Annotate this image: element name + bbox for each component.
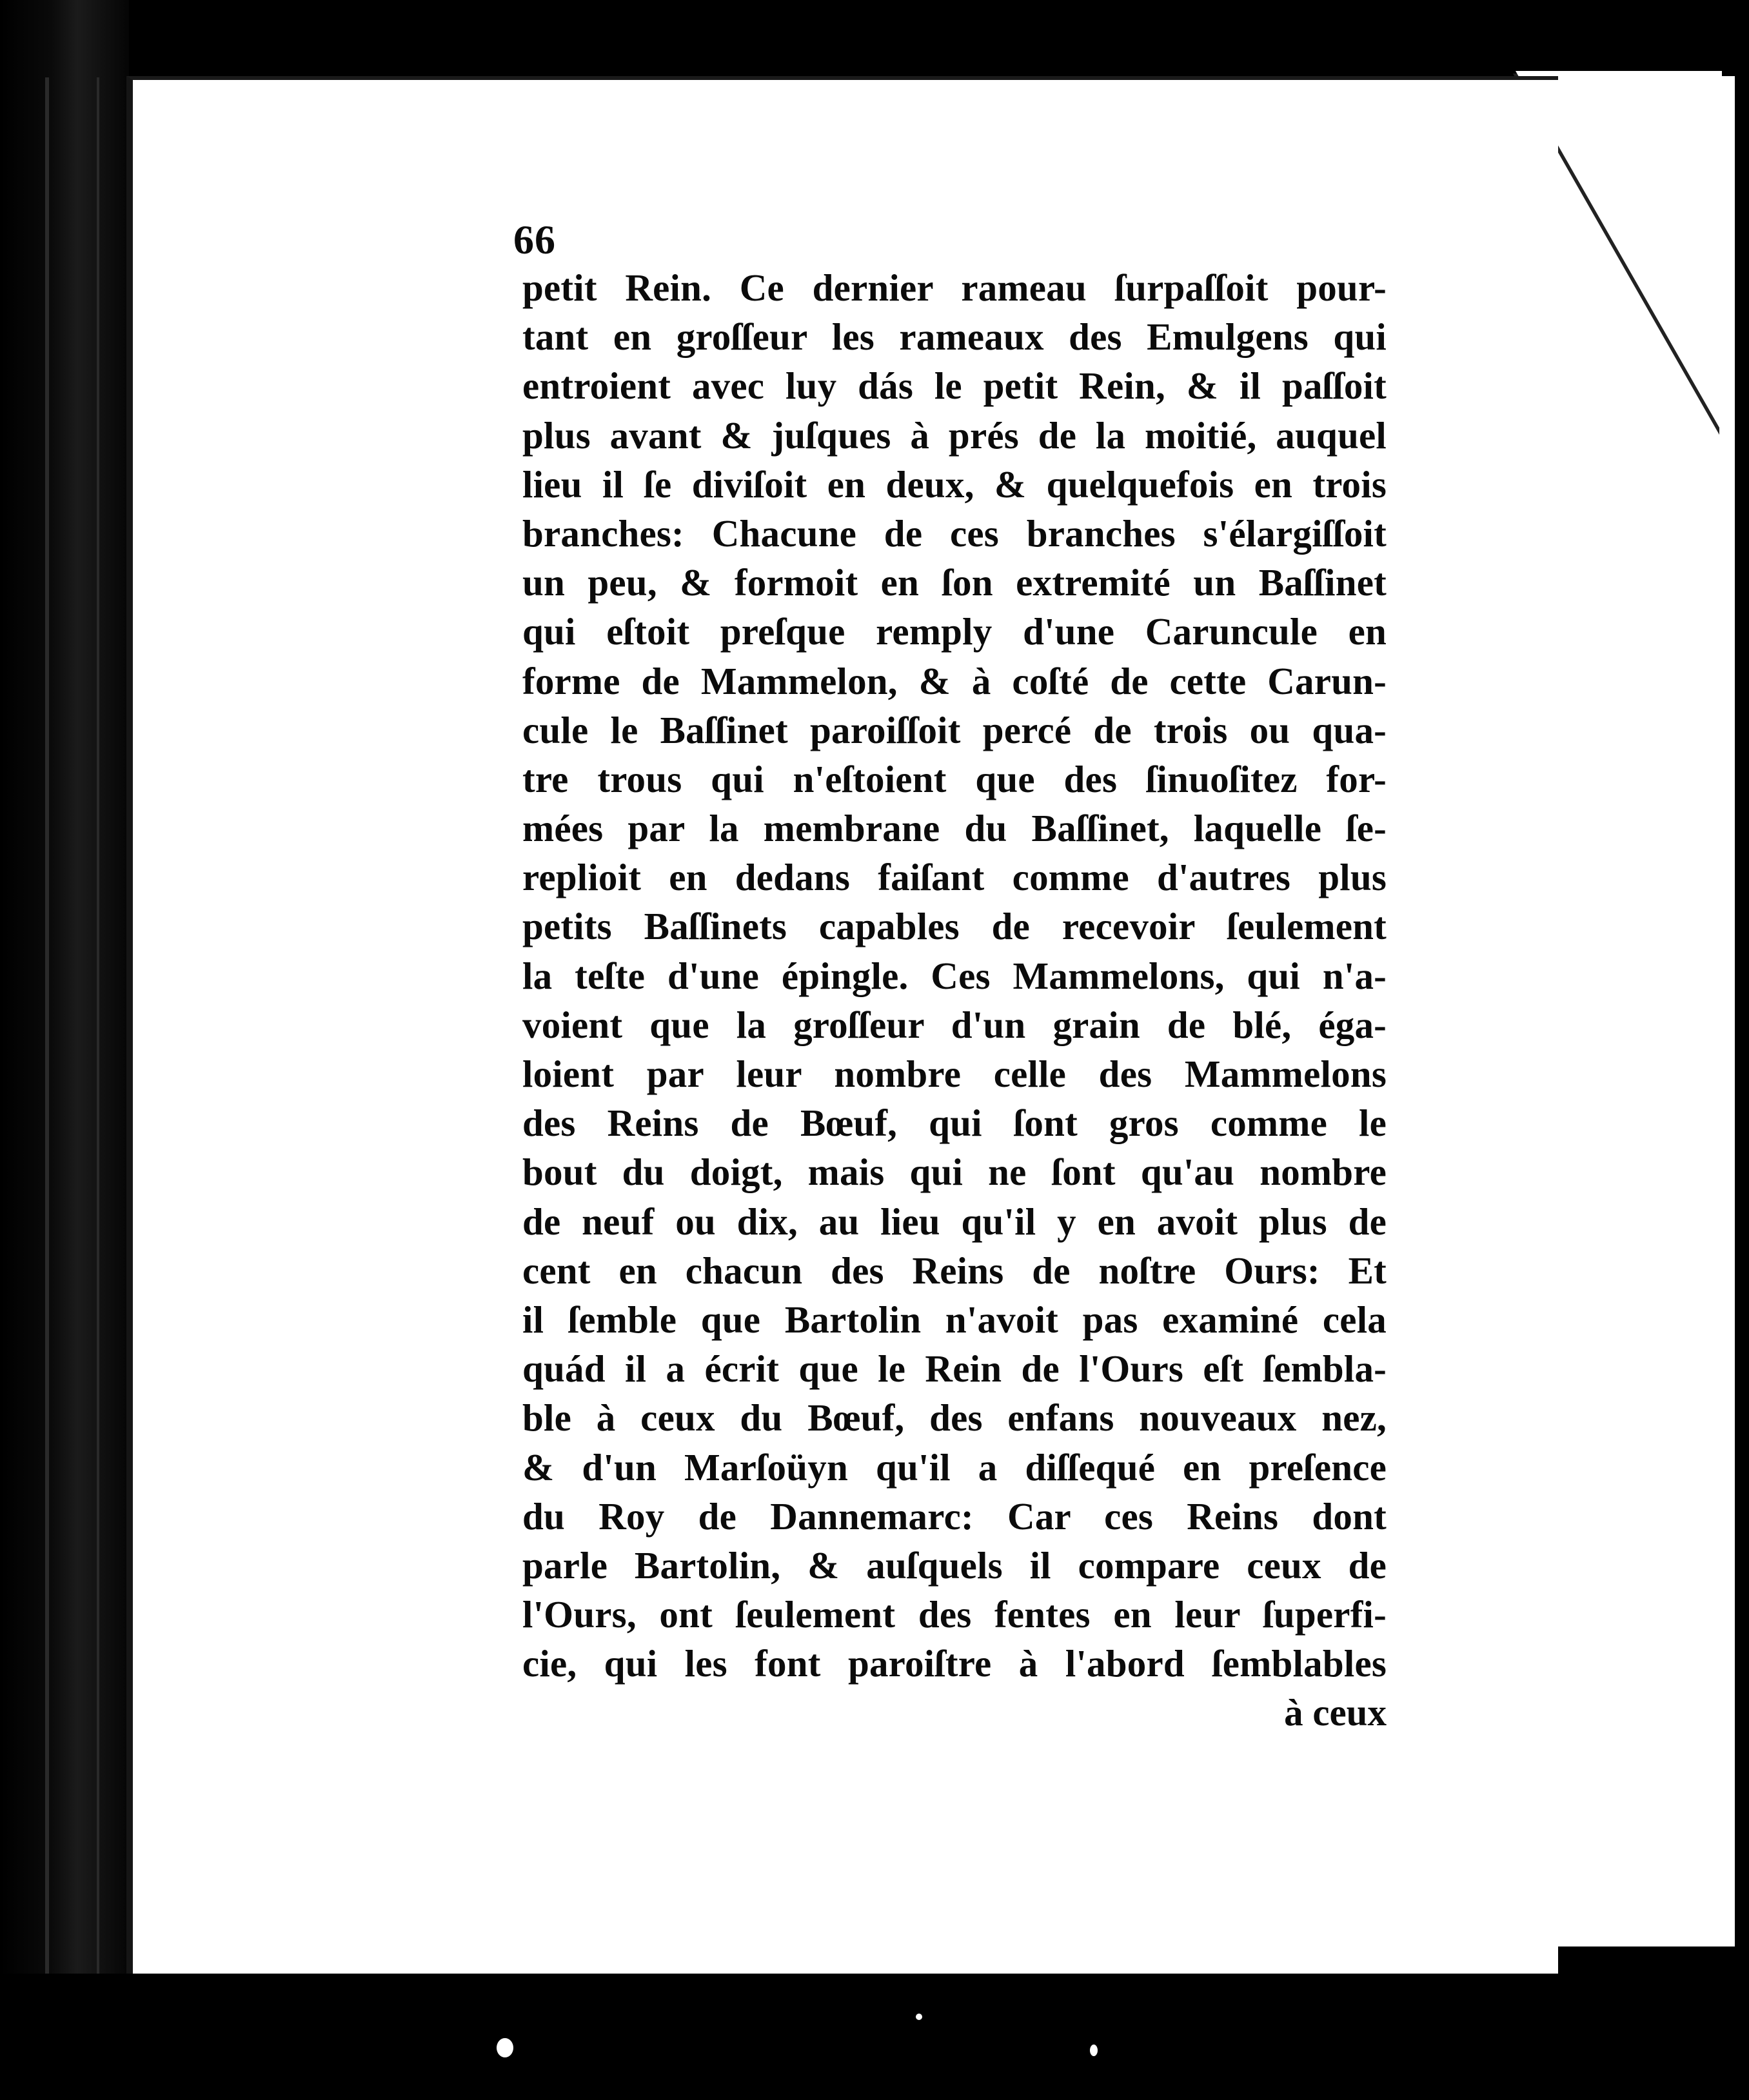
text-line: il ſemble que Bartolin n'avoit pas examiné cela xyxy=(522,1298,1387,1341)
page-number: 66 xyxy=(513,217,556,262)
text-line: du Roy de Dannemarc: Car ces Reins dont xyxy=(522,1494,1387,1538)
text-line: cent en chacun des Reins de noſtre Ours: Et xyxy=(522,1249,1387,1292)
dust-speck xyxy=(916,2014,922,2020)
dust-speck xyxy=(497,2038,513,2057)
text-line: mées par la membrane du Baſſinet, laquelle ſe- xyxy=(522,807,1387,850)
text-line: de neuf ou dix, au lieu qu'il y en avoit plus de xyxy=(522,1200,1387,1243)
text-line: ble à ceux du Bœuf, des enfans nouveaux nez, xyxy=(522,1396,1387,1440)
binding-line xyxy=(45,77,49,1980)
text-line: voient que la groſſeur d'un grain de blé, éga- xyxy=(522,1003,1387,1046)
text-line: plus avant & juſques à prés de la moitié, auquel xyxy=(522,413,1387,457)
page-text-block xyxy=(513,217,1387,1737)
text-line: la teſte d'une épingle. Ces Mammelons, qui n'a- xyxy=(522,954,1387,997)
text-line: branches: Chacune de ces branches s'élargiſſoit xyxy=(522,511,1387,555)
text-line: replioit en dedans faiſant comme d'autres plus xyxy=(522,856,1387,899)
text-line: l'Ours, ont ſeulement des fentes en leur ſuperfi- xyxy=(522,1593,1387,1636)
text-line: quád il a écrit que le Rein de l'Ours eſt ſembla- xyxy=(522,1347,1387,1391)
dust-speck xyxy=(1090,2045,1098,2056)
text-line: lieu il ſe diviſoit en deux, & quelquefois en trois xyxy=(522,462,1387,506)
text-line: parle Bartolin, & auſquels il compare ceux de xyxy=(522,1543,1387,1587)
text-line: tant en groſſeur les rameaux des Emulgens qui xyxy=(522,315,1387,359)
text-line: entroient avec luy dás le petit Rein, & il paſſoit xyxy=(522,364,1387,408)
text-line: cule le Baſſinet paroiſſoit percé de trois ou qua- xyxy=(522,708,1387,751)
text-line: des Reins de Bœuf, qui ſont gros comme le xyxy=(522,1102,1387,1145)
text-line: forme de Mammelon, & à coſté de cette Carun- xyxy=(522,659,1387,702)
text-line: qui eſtoit preſque remply d'une Caruncule en xyxy=(522,610,1387,653)
text-line: cie, qui les font paroiſtre à l'abord ſemblables xyxy=(522,1642,1387,1685)
catchword: à ceux xyxy=(1284,1691,1387,1734)
text-line: un peu, & formoit en ſon extremité un Baſſinet xyxy=(522,561,1387,604)
text-line: tre trous qui n'eſtoient que des ſinuoſitez for- xyxy=(522,757,1387,800)
book-binding-edge xyxy=(0,0,129,2100)
text-line: petit Rein. Ce dernier rameau ſurpaſſoit pour- xyxy=(522,266,1387,309)
text-line: loient par leur nombre celle des Mammelons xyxy=(522,1053,1387,1095)
scan-bottom-border xyxy=(0,1974,1749,2100)
binding-line xyxy=(97,77,99,1980)
text-line: & d'un Marſoüyn qu'il a diſſequé en preſence xyxy=(522,1445,1387,1489)
text-line: bout du doigt, mais qui ne ſont qu'au nombre xyxy=(522,1151,1387,1194)
text-line: petits Baſſinets capables de recevoir ſeulement xyxy=(522,905,1387,948)
